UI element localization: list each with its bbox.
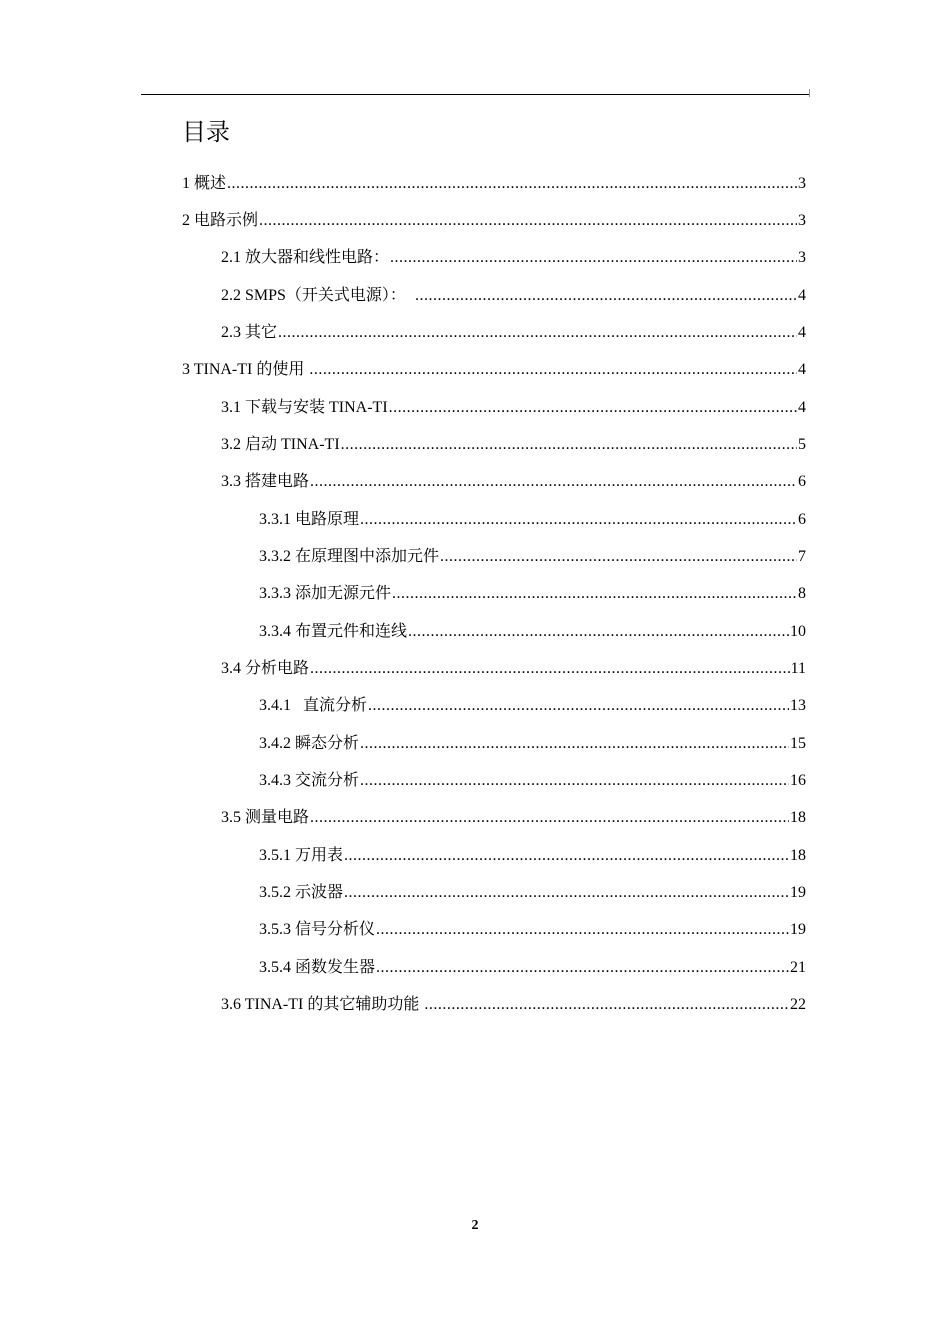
toc-entry-page: 3: [798, 249, 806, 266]
toc-entry-page: 19: [790, 921, 806, 938]
toc-entry-label: 3.3 搭建电路: [221, 473, 310, 490]
dot-leader: [227, 172, 797, 196]
toc-entry-3[interactable]: [182, 358, 806, 382]
toc-entry-label: 3.4 分析电路: [221, 660, 310, 677]
toc-entry-label: 3.3.1 电路原理: [259, 511, 360, 528]
toc-entry-page: 7: [798, 548, 806, 565]
dot-leader: [344, 844, 789, 868]
toc-entry-label: 3.5 测量电路: [221, 809, 310, 826]
toc-entry-page: 16: [790, 772, 806, 789]
toc-entry-label: 3.5.1 万用表: [259, 847, 344, 864]
toc-entry-3-4-3[interactable]: [259, 769, 806, 793]
toc-entry-3-5-4[interactable]: [259, 956, 806, 980]
header-rule: [141, 94, 810, 95]
toc-entry-label: 3.5.4 函数发生器: [259, 959, 376, 976]
dot-leader: [341, 433, 797, 457]
toc-entry-page: 18: [790, 809, 806, 826]
toc-entry-label: 3.3.2 在原理图中添加元件: [259, 548, 440, 565]
toc-entry-page: 18: [790, 847, 806, 864]
toc-entry-page: 11: [790, 660, 806, 677]
toc-entry-label: 2.1 放大器和线性电路：: [221, 249, 390, 266]
toc-entry-2[interactable]: [182, 209, 806, 233]
toc-entry-1[interactable]: [182, 172, 806, 196]
toc-entry-label: 2 电路示例: [182, 212, 259, 229]
toc-entry-page: 13: [790, 697, 806, 714]
page-number: 2: [471, 1218, 479, 1233]
dot-leader: [259, 209, 797, 233]
toc-entry-3-3-1[interactable]: [259, 508, 806, 532]
toc-entry-page: 6: [798, 473, 806, 490]
dot-leader: [310, 657, 790, 681]
dot-leader: [389, 396, 797, 420]
toc-entry-3-4-1[interactable]: [259, 694, 806, 718]
toc-entry-label: 1 概述: [182, 175, 227, 192]
toc-entry-label: 3.4.3 交流分析: [259, 772, 360, 789]
toc-entry-3-1[interactable]: [221, 396, 806, 420]
toc-entry-3-3-4[interactable]: [259, 620, 806, 644]
toc-entry-page: 8: [798, 585, 806, 602]
dot-leader: [310, 470, 797, 494]
toc-entry-label: 2.2 SMPS（开关式电源）：: [221, 287, 414, 304]
toc-entry-3-3-3[interactable]: [259, 582, 806, 606]
dot-leader: [376, 956, 789, 980]
toc-title: 目录: [182, 118, 230, 146]
toc-entry-label: 3.6 TINA-TI 的其它辅助功能: [221, 996, 424, 1013]
toc-entry-label: 3.1 下载与安装 TINA-TI: [221, 399, 388, 416]
toc-entry-3-5-3[interactable]: [259, 918, 806, 942]
dot-leader: [390, 246, 797, 270]
dot-leader: [344, 881, 789, 905]
toc-entry-2-2[interactable]: [221, 284, 806, 308]
header-rule-corner-mark: [809, 89, 810, 97]
toc-entry-page: 21: [790, 959, 806, 976]
dot-leader: [360, 508, 797, 532]
toc-entry-3-5[interactable]: [221, 806, 806, 830]
toc-entry-page: 5: [798, 436, 806, 453]
dot-leader: [415, 284, 797, 308]
dot-leader: [310, 806, 789, 830]
dot-leader: [408, 620, 789, 644]
dot-leader: [424, 993, 789, 1017]
dot-leader: [376, 918, 789, 942]
toc-entry-label: 3.3.4 布置元件和连线: [259, 623, 408, 640]
dot-leader: [368, 694, 789, 718]
toc-entry-label: 3.4.1 直流分析: [259, 697, 368, 714]
toc-entry-3-4-2[interactable]: [259, 732, 806, 756]
dot-leader: [360, 769, 789, 793]
toc-entry-label: 3.5.3 信号分析仪: [259, 921, 376, 938]
toc-entry-label: 2.3 其它: [221, 324, 278, 341]
toc-entry-page: 4: [798, 399, 806, 416]
toc-entry-label: 3.3.3 添加无源元件: [259, 585, 392, 602]
toc-entry-page: 19: [790, 884, 806, 901]
toc-entry-page: 10: [790, 623, 806, 640]
toc-entry-2-3[interactable]: [221, 321, 806, 345]
toc-entry-page: 3: [798, 175, 806, 192]
dot-leader: [392, 582, 797, 606]
toc-entry-3-2[interactable]: [221, 433, 806, 457]
toc-entry-page: 3: [798, 212, 806, 229]
toc-entry-label: 3 TINA-TI 的使用: [182, 361, 309, 378]
toc-entry-page: 4: [798, 287, 806, 304]
toc-entry-3-5-1[interactable]: [259, 844, 806, 868]
dot-leader: [309, 358, 797, 382]
dot-leader: [278, 321, 797, 345]
toc-entry-3-3-2[interactable]: [259, 545, 806, 569]
toc-entry-3-3[interactable]: [221, 470, 806, 494]
toc-entry-2-1[interactable]: [221, 246, 806, 270]
toc-entry-3-6[interactable]: [221, 993, 806, 1017]
dot-leader: [360, 732, 789, 756]
dot-leader: [440, 545, 797, 569]
toc-entry-page: 4: [798, 361, 806, 378]
toc-entry-label: 3.2 启动 TINA-TI: [221, 436, 340, 453]
toc-entry-page: 15: [790, 735, 806, 752]
toc-entry-3-5-2[interactable]: [259, 881, 806, 905]
toc-entry-page: 22: [790, 996, 806, 1013]
toc-entry-label: 3.5.2 示波器: [259, 884, 344, 901]
toc-entry-page: 4: [798, 324, 806, 341]
toc-entry-3-4[interactable]: [221, 657, 806, 681]
toc-entry-page: 6: [798, 511, 806, 528]
toc-entry-label: 3.4.2 瞬态分析: [259, 735, 360, 752]
